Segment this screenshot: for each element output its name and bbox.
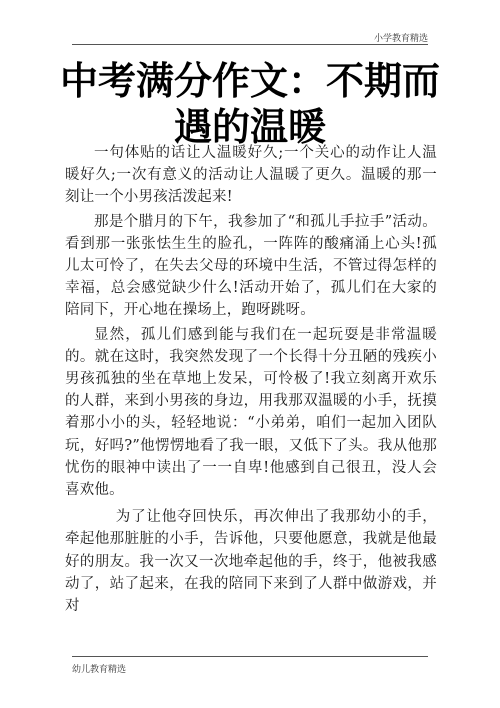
- page-footer: [72, 656, 428, 675]
- page-header: [72, 0, 428, 45]
- footer-label: 幼儿教育精选: [72, 665, 127, 675]
- header-label: 小学教育精选: [373, 34, 428, 44]
- paragraph-4: 为了让他夺回快乐，再次伸出了我那幼小的手，牵起他那脏脏的小手，告诉他，只要他愿意，我就是他最好的朋友。我一次又一次地牵起他的手，终于，他被我感动了，站了起来，在我的陪同下来到了人群中做游戏，并对: [65, 509, 437, 615]
- paragraph-3: 显然，孤儿们感到能与我们在一起玩耍是非常温暖的。就在这时，我突然发现了一个长得十分丑陋的残疾小男孩孤独的坐在草地上发呆，可怜极了!我立刻离开欢乐的人群，来到小男孩的身边，用我那双温暖的小手，抚摸着那小小的头，轻轻地说：“小弟弟，咱们一起加入团队玩，好吗?”他愣愣地看了我一眼，又低下了头。我从他那忧伤的眼神中读出了一一自卑!他感到自己很丑，没人会喜欢他。: [65, 326, 437, 499]
- paragraph-1: 一句体贴的话让人温暖好久;一个关心的动作让人温暖好久;一次有意义的活动让人温暖了更久。温暖的那一刻让一个小男孩活泼起来!: [65, 145, 437, 206]
- article-title: 中考满分作文：不期而遇的温暖: [60, 59, 441, 149]
- paragraph-2: 那是个腊月的下午，我参加了“和孤儿手拉手”活动。看到那一张张怯生生的脸孔，一阵阵的酸痛涌上心头!孤儿太可怜了，在失去父母的环境中生活，不管过得怎样的幸福，总会感觉缺少什么!活动开始了，孤儿们在大家的陪同下，开心地在操场上，跑呀跳呀。: [65, 213, 437, 319]
- article-body: [65, 142, 437, 617]
